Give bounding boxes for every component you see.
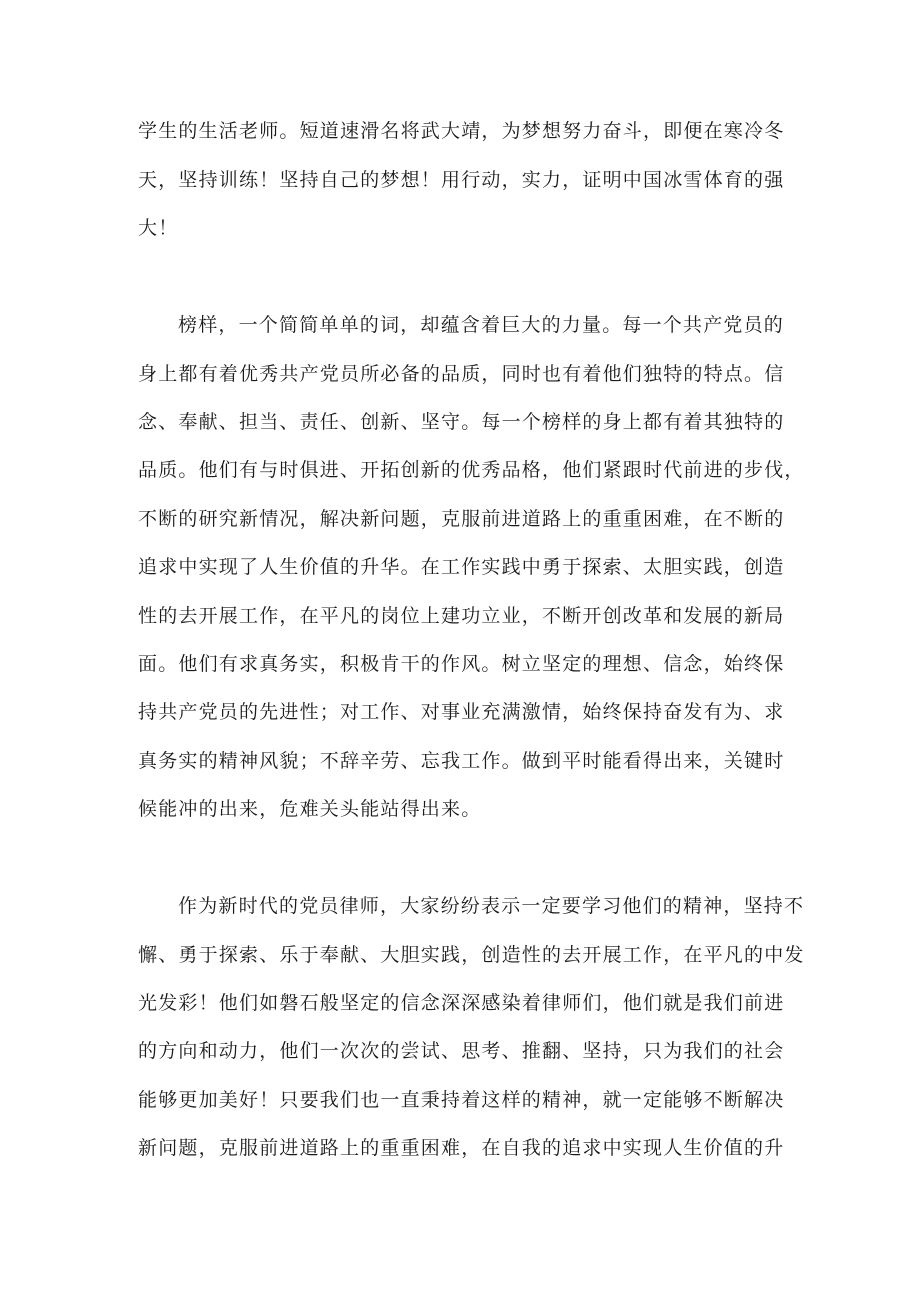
text-line: 懈、勇于探索、乐于奉献、大胆实践，创造性的去开展工作，在平凡的中发 [138,944,805,966]
text-line: 光发彩！他们如磐石般坚定的信念深深感染着律师们，他们就是我们前进 [138,992,785,1014]
text-line: 持共产党员的先进性；对工作、对事业充满激情，始终保持奋发有为、求 [138,701,785,723]
text-line: 候能冲的出来，危难关头能站得出来。 [138,798,482,820]
text-line: 追求中实现了人生价值的升华。在工作实践中勇于探索、太胆实践，创造 [138,556,785,578]
text-line: 的方向和动力，他们一次次的尝试、思考、推翻、坚持，只为我们的社会 [138,1040,785,1062]
text-line: 新问题，克服前进道路上的重重困难，在自我的追求中实现人生价值的升 [138,1137,785,1159]
text-line: 能够更加美好！只要我们也一直秉持着这样的精神，就一定能够不断解决 [138,1089,785,1111]
text-line: 作为新时代的党员律师，大家纷纷表示一定要学习他们的精神，坚持不 [178,895,805,917]
text-line: 身上都有着优秀共产党员所必备的品质，同时也有着他们独特的特点。信 [138,363,785,385]
text-line: 天，坚持训练！坚持自己的梦想！用行动，实力，证明中国冰雪体育的强 [138,169,785,191]
text-line: 面。他们有求真务实，积极肯干的作风。树立坚定的理想、信念，始终保 [138,653,785,675]
text-line: 不断的研究新情况，解决新问题，克服前进道路上的重重困难，在不断的 [138,508,785,530]
text-line: 品质。他们有与时俱进、开拓创新的优秀品格，他们紧跟时代前进的步伐， [138,459,805,481]
text-line: 学生的生活老师。短道速滑名将武大靖，为梦想努力奋斗，即便在寒冷冬 [138,120,785,142]
text-line: 大！ [138,217,179,239]
text-line: 榜样，一个简简单单的词，却蕴含着巨大的力量。每一个共产党员的 [178,314,785,336]
text-line: 真务实的精神风貌；不辞辛劳、忘我工作。做到平时能看得出来，关键时 [138,750,785,772]
text-line: 念、奉献、担当、责任、创新、坚守。每一个榜样的身上都有着其独特的 [138,411,785,433]
text-line: 性的去开展工作，在平凡的岗位上建功立业，不断开创改革和发展的新局 [138,605,785,627]
